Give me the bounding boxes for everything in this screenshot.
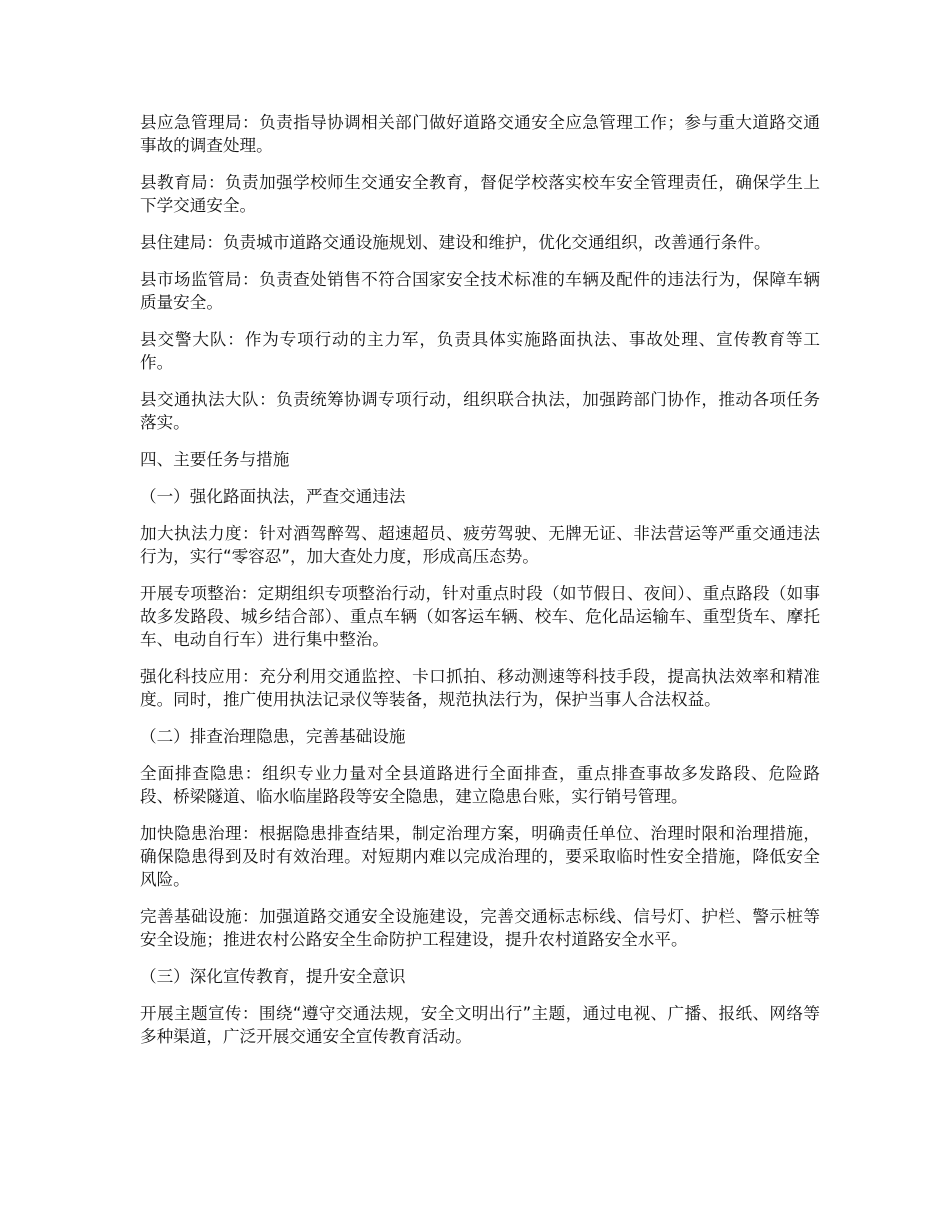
paragraph-hazard-treatment: 加快隐患治理：根据隐患排查结果，制定治理方案，明确责任单位、治理时限和治理措施，确保隐患得到及时有效治理。对短期内难以完成治理的，要采取临时性安全措施，降低安全风险。 (140, 824, 820, 889)
paragraph-education-bureau: 县教育局：负责加强学校师生交通安全教育，督促学校落实校车安全管理责任，确保学生上下学交通安全。 (140, 173, 820, 215)
paragraph-housing-bureau: 县住建局：负责城市道路交通设施规划、建设和维护，优化交通组织，改善通行条件。 (140, 233, 771, 252)
subsection-heading-road-enforcement: （一）强化路面执法，严查交通违法 (140, 487, 406, 506)
paragraph-traffic-police: 县交警大队：作为专项行动的主力军，负责具体实施路面执法、事故处理、宣传教育等工作。 (140, 330, 820, 372)
paragraph-market-bureau: 县市场监管局：负责查处销售不符合国家安全技术标准的车辆及配件的违法行为，保障车辆质量安全。 (140, 270, 820, 312)
paragraph-hazard-inspection: 全面排查隐患：组织专业力量对全县道路进行全面排查，重点排查事故多发路段、危险路段、桥梁隧道、临水临崖路段等安全隐患，建立隐患台账，实行销号管理。 (140, 764, 820, 806)
paragraph-enforcement-intensity: 加大执法力度：针对酒驾醉驾、超速超员、疲劳驾驶、无牌无证、非法营运等严重交通违法行为，实行“零容忍”，加大查处力度，形成高压态势。 (140, 524, 820, 566)
paragraph-traffic-enforcement: 县交通执法大队：负责统筹协调专项行动，组织联合执法，加强跨部门协作，推动各项任务落实。 (140, 390, 820, 432)
subsection-heading-hazard-infrastructure: （二）排查治理隐患，完善基础设施 (140, 727, 406, 746)
paragraph-infrastructure-improvement: 完善基础设施：加强道路交通安全设施建设，完善交通标志标线、信号灯、护栏、警示桩等安全设施；推进农村公路安全生命防护工程建设，提升农村道路安全水平。 (140, 907, 820, 949)
document-page (140, 111, 820, 1062)
paragraph-special-rectification: 开展专项整治：定期组织专项整治行动，针对重点时段（如节假日、夜间）、重点路段（如事故多发路段、城乡结合部）、重点车辆（如客运车辆、校车、危化品运输车、重型货车、摩托车、电动自行车）进行集中整治。 (140, 584, 820, 649)
paragraph-technology-application: 强化科技应用：充分利用交通监控、卡口抓拍、移动测速等科技手段，提高执法效率和精准度。同时，推广使用执法记录仪等装备，规范执法行为，保护当事人合法权益。 (140, 667, 820, 709)
paragraph-emergency-bureau: 县应急管理局：负责指导协调相关部门做好道路交通安全应急管理工作；参与重大道路交通事故的调查处理。 (140, 113, 820, 155)
section-heading-main-tasks: 四、主要任务与措施 (140, 450, 290, 469)
paragraph-theme-publicity: 开展主题宣传：围绕“遵守交通法规，安全文明出行”主题，通过电视、广播、报纸、网络等多种渠道，广泛开展交通安全宣传教育活动。 (140, 1004, 820, 1046)
subsection-heading-publicity-education: （三）深化宣传教育，提升安全意识 (140, 967, 406, 986)
